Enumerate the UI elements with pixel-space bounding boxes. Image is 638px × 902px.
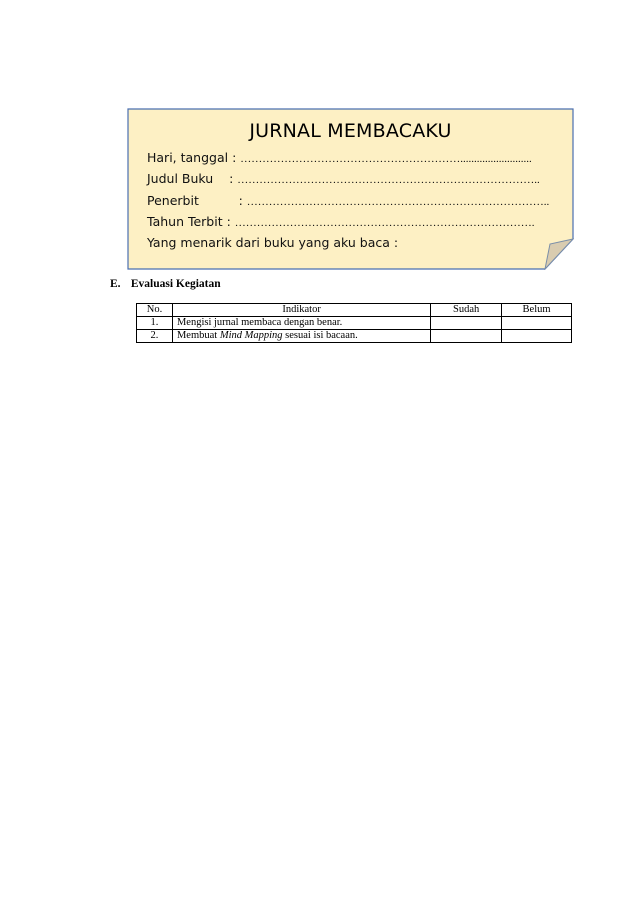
row-done-cell[interactable]	[431, 330, 502, 343]
journal-field-date	[147, 150, 532, 165]
section-title: Evaluasi Kegiatan	[130, 278, 221, 290]
reading-journal-card	[127, 108, 574, 270]
row-indicator: Mengisi jurnal membaca dengan benar.	[172, 317, 430, 330]
table-row	[137, 317, 572, 330]
evaluation-table	[136, 303, 572, 343]
journal-field-title	[147, 171, 540, 186]
row-number: 1.	[137, 317, 173, 330]
row-number: 2.	[137, 330, 173, 343]
journal-field-dots: ………………………………………………………………………..	[246, 196, 550, 208]
journal-field-label: Penerbit :	[147, 193, 243, 208]
row-not-done-cell[interactable]	[502, 317, 572, 330]
row-not-done-cell[interactable]	[502, 330, 572, 343]
journal-field-year	[147, 214, 535, 229]
header-no: No.	[137, 304, 173, 317]
journal-title: JURNAL MEMBACAKU	[249, 120, 452, 142]
journal-field-publisher	[147, 193, 549, 208]
table-row	[137, 330, 572, 343]
row-indicator: Membuat Mind Mapping sesuai isi bacaan.	[172, 330, 430, 343]
journal-field-label: Tahun Terbit :	[147, 214, 231, 229]
header-done: Sudah	[431, 304, 502, 317]
header-not-done: Belum	[502, 304, 572, 317]
journal-field-dots: ……………………………………………………..........................	[240, 153, 532, 165]
row-done-cell[interactable]	[431, 317, 502, 330]
table-header-row	[137, 304, 572, 317]
section-number: E.	[110, 278, 121, 290]
journal-field-dots: ……………………………………………………………………….	[234, 217, 535, 229]
journal-field-interesting	[147, 235, 398, 250]
journal-field-dots: ………………………………………………………………………..	[237, 174, 540, 186]
journal-field-label: Judul Buku :	[147, 171, 234, 186]
section-heading	[110, 278, 221, 290]
header-indicator: Indikator	[172, 304, 430, 317]
journal-field-label: Hari, tanggal :	[147, 150, 237, 165]
journal-field-label: Yang menarik dari buku yang aku baca :	[147, 235, 399, 250]
